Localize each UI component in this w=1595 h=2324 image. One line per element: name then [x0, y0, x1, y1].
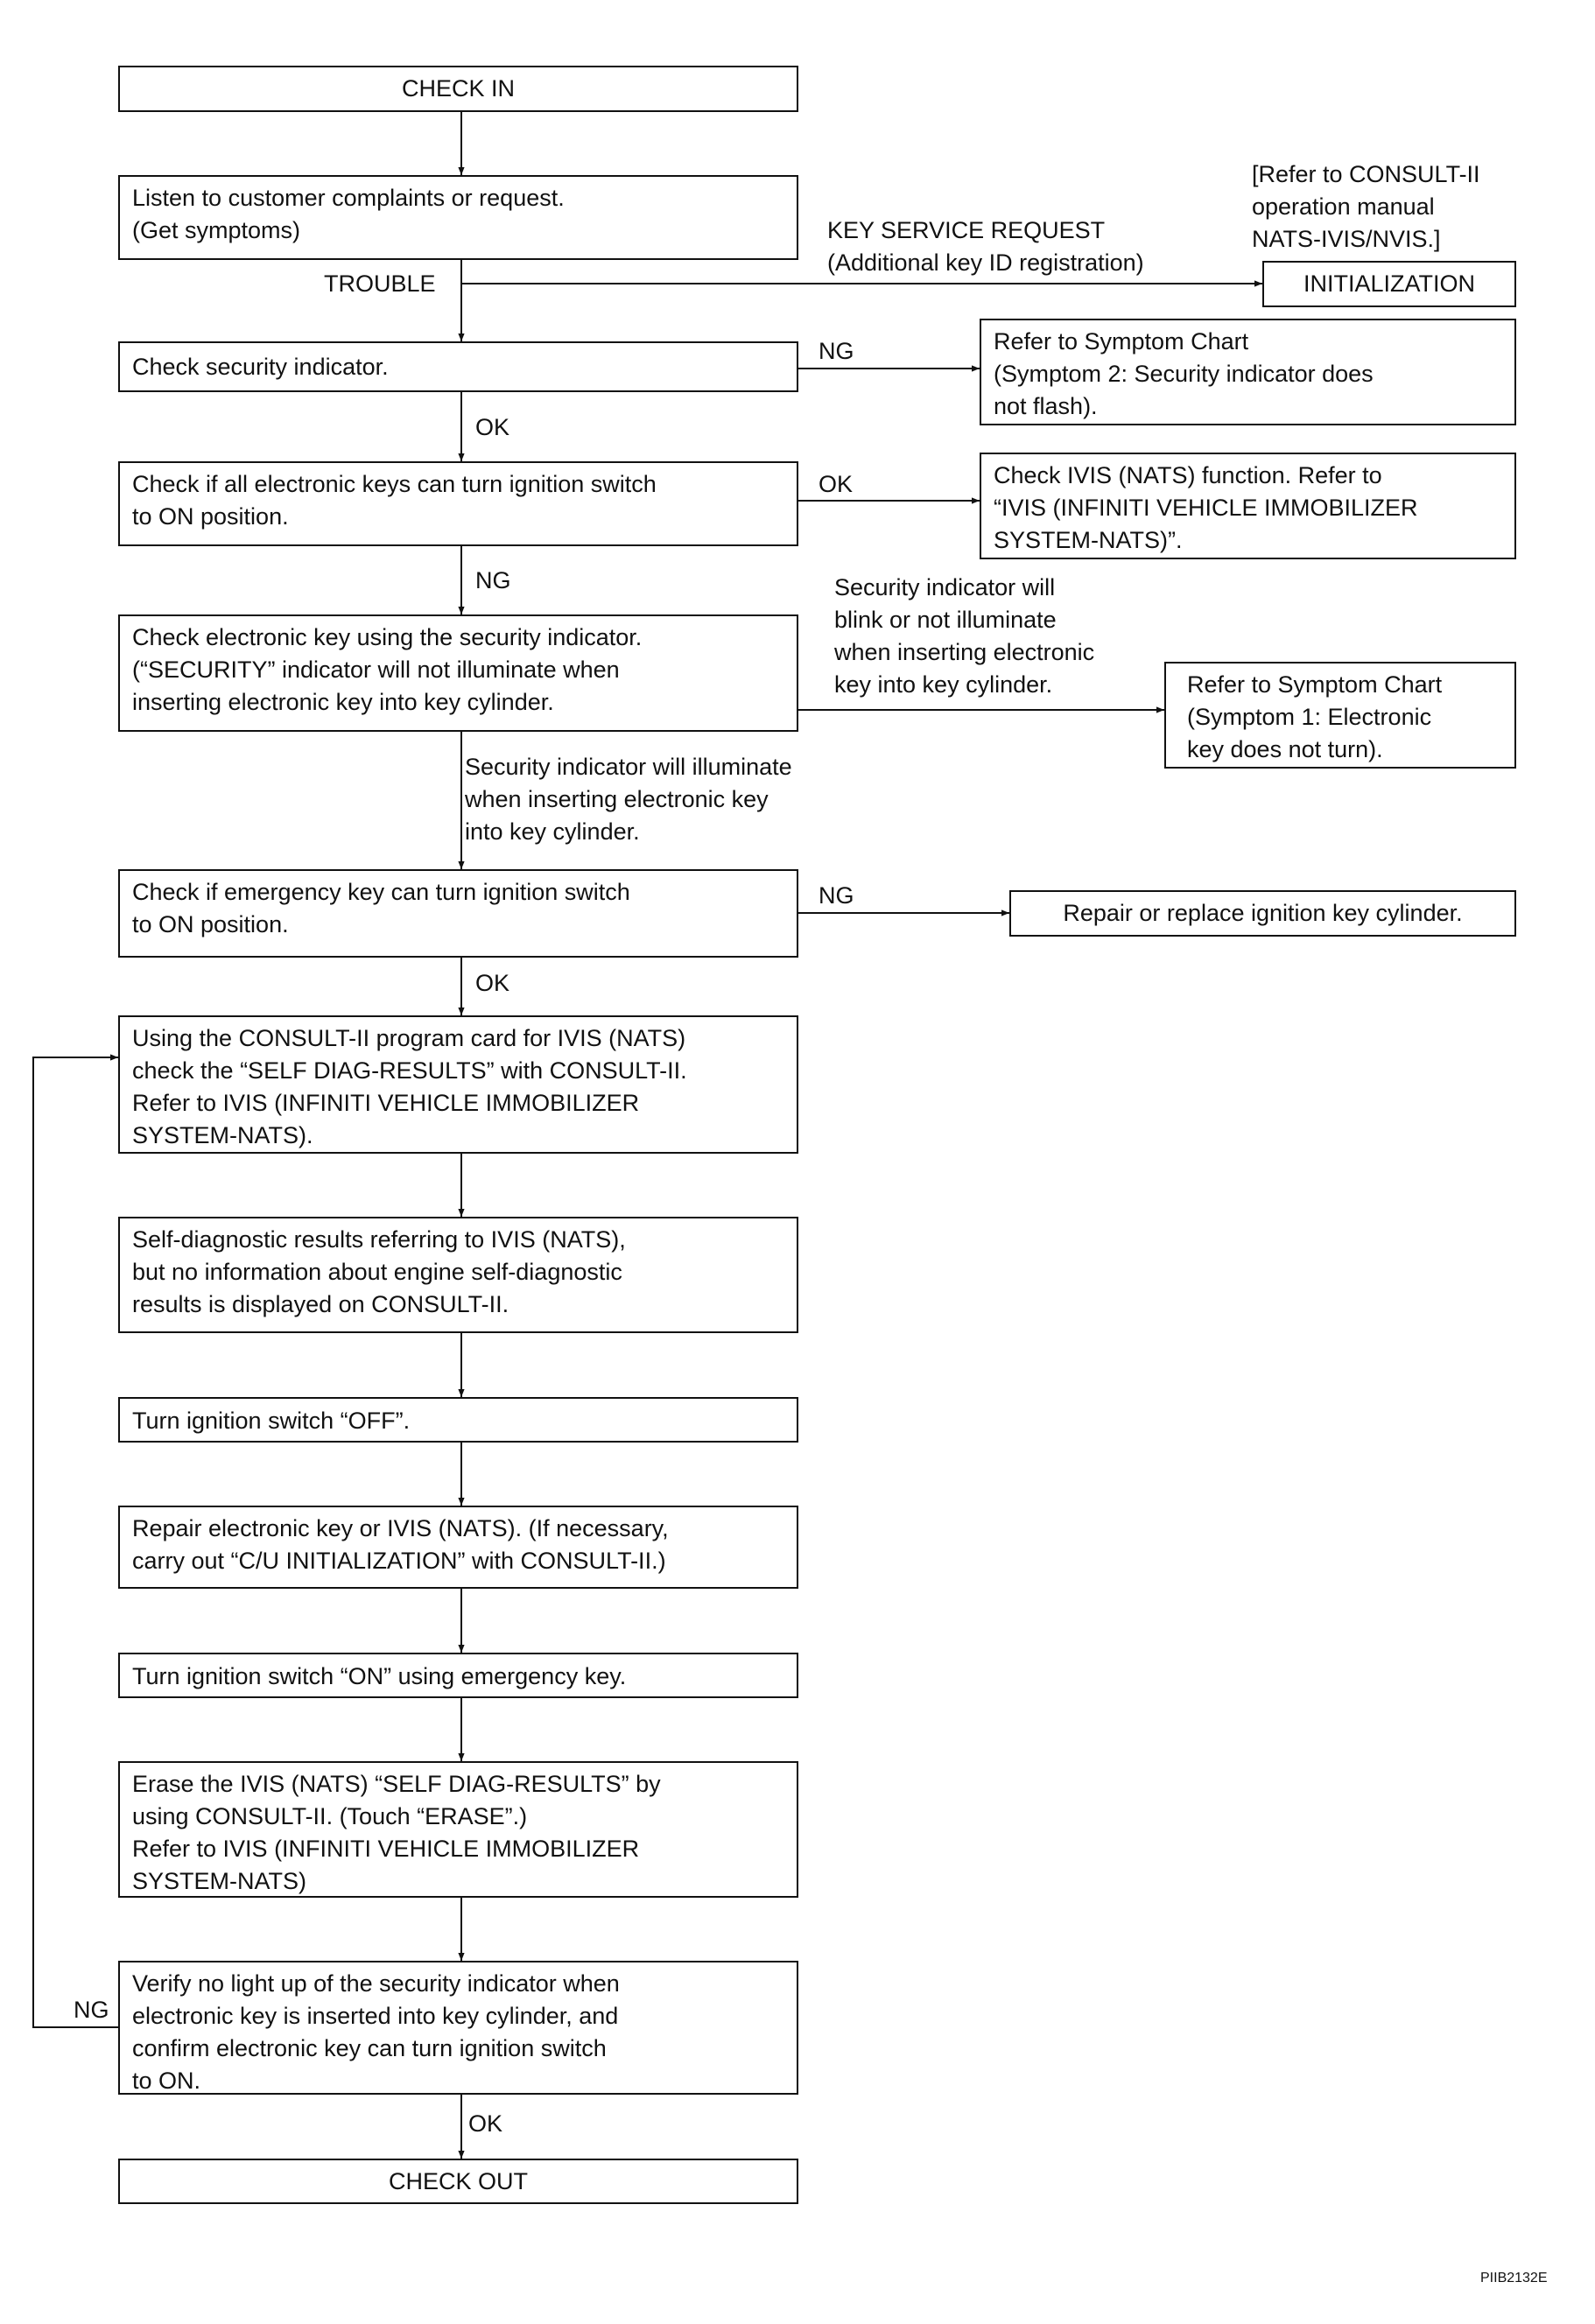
initialization-box: INITIALIZATION: [1262, 261, 1516, 307]
check-out-box: CHECK OUT: [118, 2159, 798, 2204]
key-service-label: KEY SERVICE REQUEST (Additional key ID registration): [827, 217, 1144, 276]
repair-cylinder-box: Repair or replace ignition key cylinder.: [1009, 890, 1516, 937]
consult-manual-label: [Refer to CONSULT-II operation manual NATS-IVIS/NVIS.]: [1252, 161, 1480, 252]
arrow-verify-ng-loop: [33, 1057, 118, 2027]
symptom1-box: Refer to Symptom Chart (Symptom 1: Electronic key does not turn).: [1164, 662, 1516, 769]
figure-code: PIIB2132E: [1480, 2271, 1548, 2285]
symptom2-box: Refer to Symptom Chart (Symptom 2: Security indicator does not flash).: [980, 319, 1516, 425]
ng-label-keys: NG: [475, 567, 511, 593]
ok-label-indicator: OK: [475, 414, 510, 440]
listen-box: Listen to customer complaints or request. (Get symptoms): [118, 175, 798, 260]
ok-label-keys: OK: [819, 471, 854, 497]
illuminate-label: Security indicator will illuminate when inserting electronic key into key cylinder.: [465, 754, 792, 845]
ok-label-verify: OK: [468, 2110, 503, 2137]
blink-label: Security indicator will blink or not illuminate when inserting electronic key into key cylinder.: [834, 574, 1095, 698]
verify-box: Verify no light up of the security indicator when electronic key is inserted into key cylinder, and confirm electronic key can turn ignition switch to ON.: [118, 1961, 798, 2095]
ng-label-indicator: NG: [819, 338, 854, 364]
ok-label-emergency: OK: [475, 970, 510, 996]
consult-box: Using the CONSULT-II program card for IVIS (NATS) check the “SELF DIAG-RESULTS” with CONSULT-II. Refer to IVIS (INFINITI VEHICLE IMMOBILIZER SYSTEM-NATS).: [118, 1015, 798, 1154]
turn-on-box: Turn ignition switch “ON” using emergency key.: [118, 1653, 798, 1698]
check-in-box: CHECK IN: [118, 66, 798, 112]
check-emergency-box: Check if emergency key can turn ignition switch to ON position.: [118, 869, 798, 958]
ivis-function-box: Check IVIS (NATS) function. Refer to “IVIS (INFINITI VEHICLE IMMOBILIZER SYSTEM-NATS)”.: [980, 453, 1516, 559]
ng-label-emergency: NG: [819, 882, 854, 909]
check-indicator-box: Check security indicator.: [118, 341, 798, 392]
check-keys-box: Check if all electronic keys can turn ignition switch to ON position.: [118, 461, 798, 546]
check-electronic-key-box: Check electronic key using the security indicator. (“SECURITY” indicator will not illuminate when inserting electronic key into key cylinder.: [118, 614, 798, 732]
turn-off-box: Turn ignition switch “OFF”.: [118, 1397, 798, 1443]
repair-key-box: Repair electronic key or IVIS (NATS). (If necessary, carry out “C/U INITIALIZATION” with CONSULT-II.): [118, 1506, 798, 1589]
trouble-label: TROUBLE: [324, 270, 436, 297]
self-diag-box: Self-diagnostic results referring to IVIS (NATS), but no information about engine self-diagnostic results is displayed on CONSULT-II.: [118, 1217, 798, 1333]
erase-box: Erase the IVIS (NATS) “SELF DIAG-RESULTS” by using CONSULT-II. (Touch “ERASE”.) Refer to IVIS (INFINITI VEHICLE IMMOBILIZER SYSTEM-NATS): [118, 1761, 798, 1898]
ng-label-verify: NG: [74, 1997, 109, 2023]
